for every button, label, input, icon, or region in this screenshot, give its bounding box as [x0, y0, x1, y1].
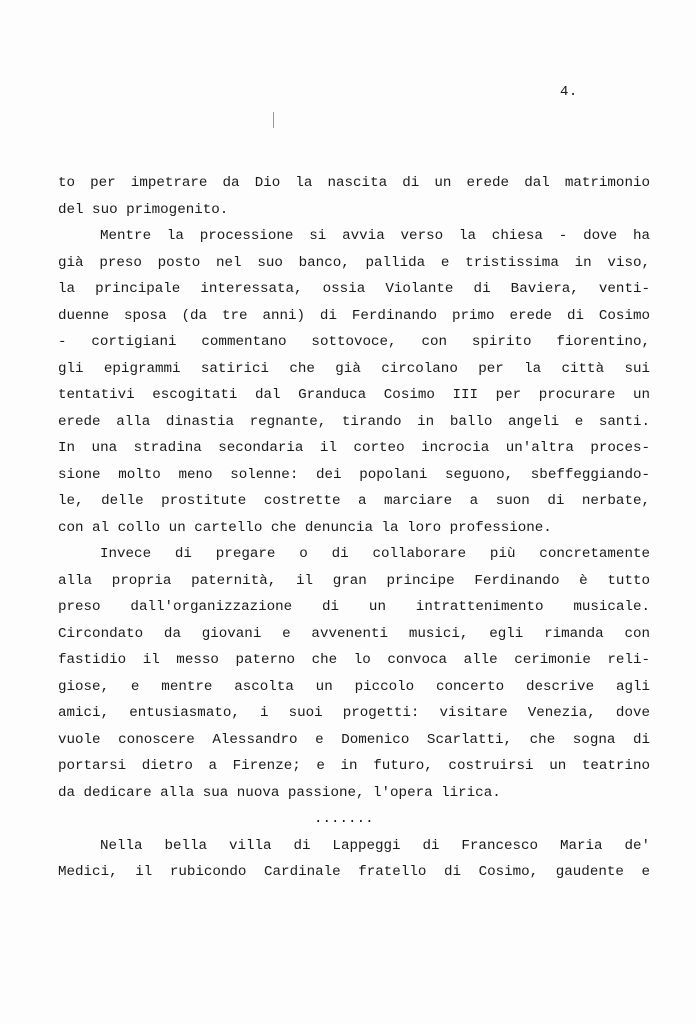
text-line: con al collo un cartello che denuncia la loro professione.: [58, 519, 552, 536]
text-line: la principale interessata, ossia Violante di Baviera, venti-: [58, 281, 650, 297]
text-line: Invece di pregare o di collaborare più concretamente: [100, 546, 650, 562]
page-number: 4.: [560, 84, 578, 100]
text-line: amici, entusiasmato, i suoi progetti: visitare Venezia, dove: [58, 705, 650, 721]
text-line: fastidio il messo paterno che lo convoca alle cerimonie reli-: [58, 652, 650, 668]
text-line: erede alla dinastia regnante, tirando in ballo angeli e santi.: [58, 413, 650, 430]
text-line: portarsi dietro a Firenze; e in futuro, costruirsi un teatrino: [58, 758, 650, 774]
text-line: to per impetrare da Dio la nascita di un erede dal matrimonio: [58, 175, 650, 191]
text-line: Mentre la processione si avvia verso la chiesa - dove ha: [100, 228, 650, 244]
text-line: da dedicare alla sua nuova passione, l'opera lirica.: [58, 784, 501, 801]
text-line: alla propria paternità, il gran principe Ferdinando è tutto: [58, 572, 650, 589]
text-line: In una stradina secondaria il corteo incrocia un'altra proces-: [58, 440, 650, 456]
margin-mark: [273, 112, 274, 128]
section-separator: .......: [314, 811, 374, 827]
text-line: preso dall'organizzazione di un intrattenimento musicale.: [58, 599, 650, 615]
text-line: duenne sposa (da tre anni) di Ferdinando primo erede di Cosimo: [58, 307, 650, 324]
text-line: del suo primogenito.: [58, 201, 229, 218]
text-line: Medici, il rubicondo Cardinale fratello di Cosimo, gaudente e: [58, 864, 650, 880]
text-line: sione molto meno solenne: dei popolani seguono, sbeffeggiando-: [58, 466, 650, 483]
text-line: gli epigrammi satirici che già circolano per la città sui: [58, 360, 650, 377]
text-line: le, delle prostitute costrette a marciare a suon di nerbate,: [58, 493, 650, 509]
body-text: [58, 170, 650, 886]
text-line: - cortigiani commentano sottovoce, con spirito fiorentino,: [58, 334, 650, 350]
text-line: già preso posto nel suo banco, pallida e tristissima in viso,: [58, 254, 650, 271]
text-line: Nella bella villa di Lappeggi di Francesco Maria de': [100, 837, 650, 854]
text-line: vuole conoscere Alessandro e Domenico Scarlatti, che sogna di: [58, 731, 650, 748]
text-line: giose, e mentre ascolta un piccolo concerto descrive agli: [58, 678, 650, 695]
text-line: tentativi escogitati dal Granduca Cosimo III per procurare un: [58, 387, 650, 403]
text-line: Circondato da giovani e avvenenti musici, egli rimanda con: [58, 625, 650, 642]
